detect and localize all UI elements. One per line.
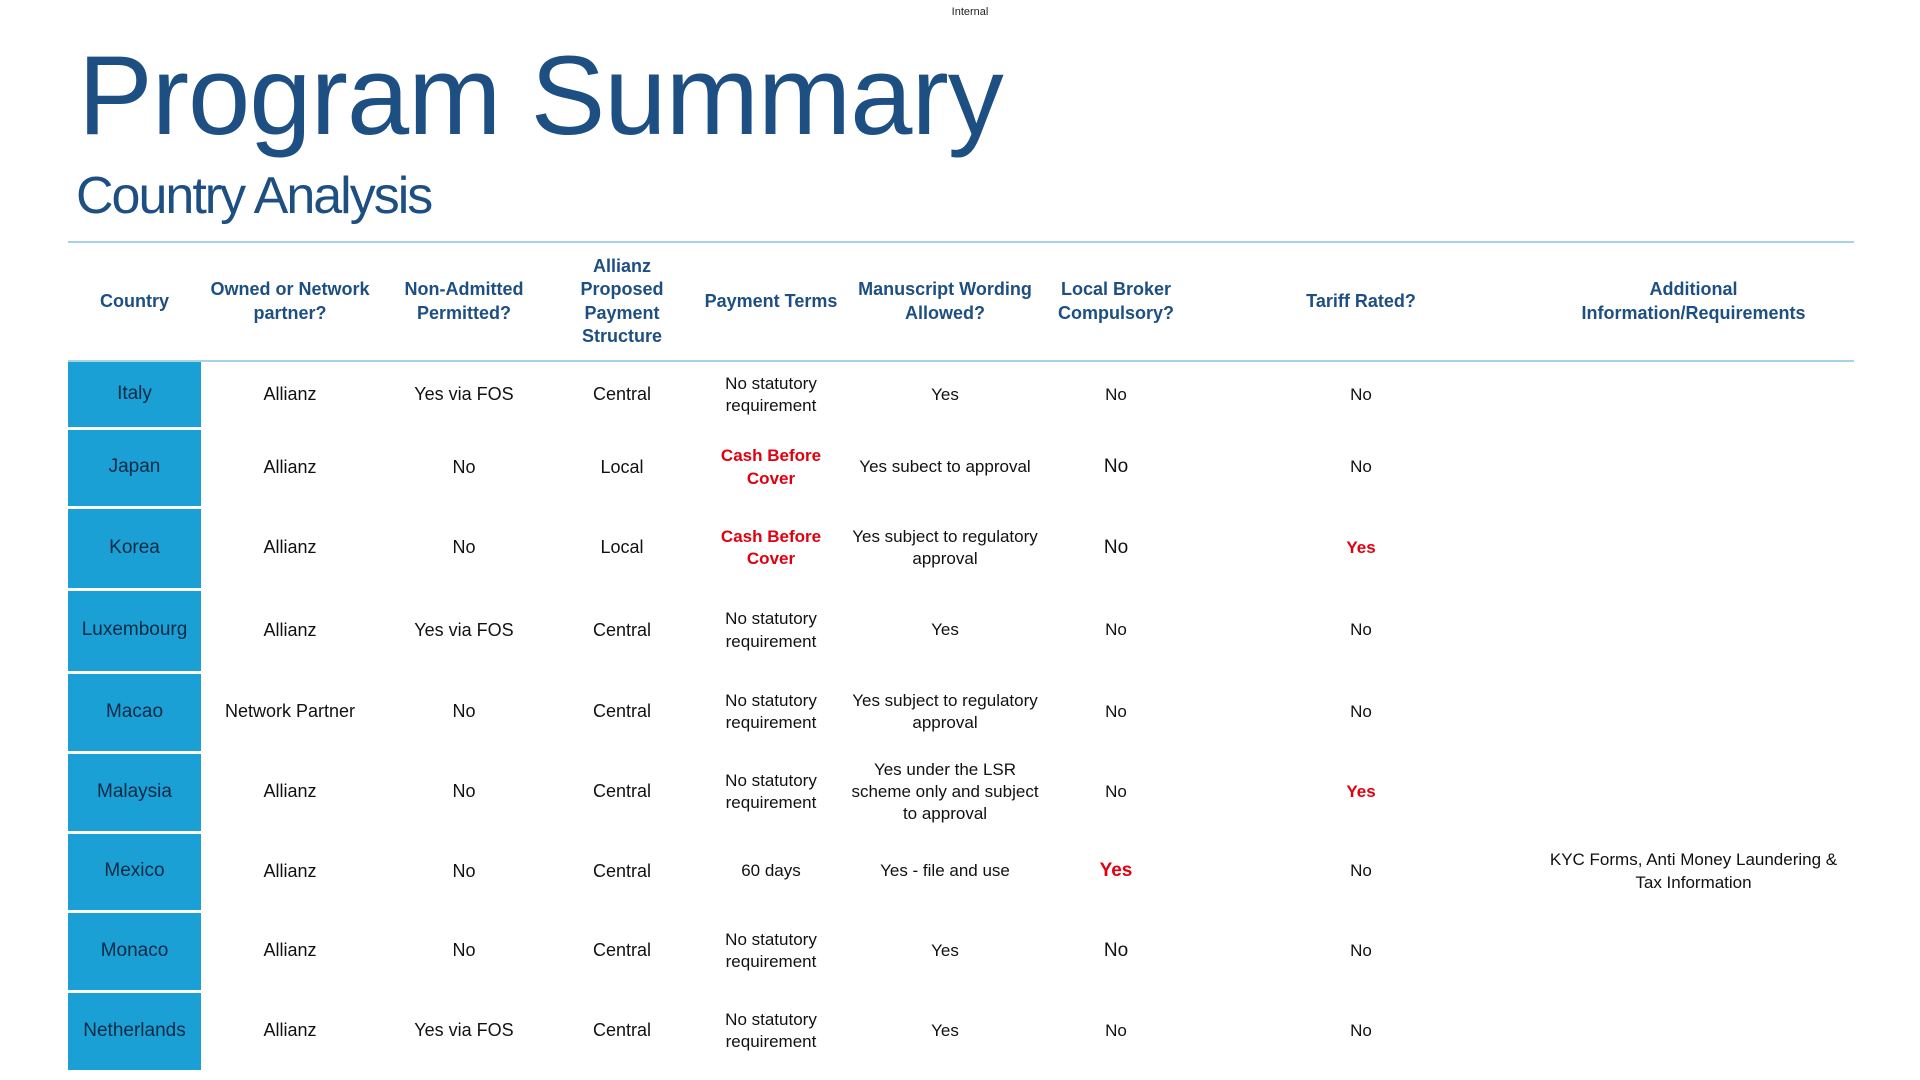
cell-owned: Allianz [263,940,317,961]
cell-country: Luxembourg [68,589,201,672]
cell-country: Japan [68,428,201,507]
cell-structure: Central [592,701,652,722]
cell-local-broker: No [1105,620,1127,640]
cell-owned: Allianz [263,781,317,802]
cell-tariff: Yes [1346,537,1376,557]
cell-additional [1533,752,1854,832]
cell-payment-terms: Cash Before Cover [720,526,822,568]
cell-payment-terms: No statutory requirement [725,929,817,971]
cell-manuscript: Yes - file and use [880,861,1010,881]
cell-structure: Central [592,860,652,881]
cell-additional [1533,672,1854,752]
cell-owned: Allianz [263,384,317,405]
header-payment-terms: Payment Terms [695,243,847,361]
cell-owned: Network Partner [224,701,356,722]
cell-additional [1533,507,1854,589]
table-row [68,672,1854,752]
cell-local-broker: No [1103,456,1129,478]
cell-non-admitted: No [452,781,476,802]
classification-label: Internal [951,6,989,18]
header-local-broker: Local Broker Compulsory? [1043,243,1189,361]
cell-payment-terms: No statutory requirement [725,373,817,415]
cell-tariff: No [1350,940,1372,960]
cell-payment-terms: No statutory requirement [725,690,817,732]
cell-additional [1533,428,1854,507]
cell-additional [1533,361,1854,428]
cell-non-admitted: Yes via FOS [414,1020,514,1041]
cell-tariff: No [1350,457,1372,477]
cell-manuscript: Yes subject to regulatory approval [852,526,1038,568]
cell-tariff: No [1350,1020,1372,1040]
cell-local-broker: No [1105,781,1127,801]
cell-non-admitted: No [452,940,476,961]
table-row [68,911,1854,991]
header-owned: Owned or Network partner? [201,243,379,361]
table-row [68,507,1854,589]
table-row [68,752,1854,832]
header-non-admitted: Non-Admitted Permitted? [379,243,549,361]
cell-tariff: No [1350,620,1372,640]
cell-structure: Local [600,456,644,477]
cell-country: Malaysia [68,752,201,832]
cell-local-broker: Yes [1099,860,1133,882]
cell-local-broker: No [1105,384,1127,404]
page-subtitle: Country Analysis [76,167,432,225]
cell-payment-terms: No statutory requirement [725,770,817,812]
cell-non-admitted: No [452,701,476,722]
cell-structure: Local [600,537,644,558]
cell-non-admitted: Yes via FOS [414,384,514,405]
cell-manuscript: Yes subject to regulatory approval [852,690,1038,732]
cell-additional: KYC Forms, Anti Money Laundering & Tax Information [1549,850,1838,892]
cell-manuscript: Yes under the LSR scheme only and subject to approval [851,759,1039,824]
cell-country: Macao [68,672,201,752]
table-row [68,361,1854,428]
cell-local-broker: No [1103,536,1129,558]
cell-additional [1533,589,1854,672]
cell-non-admitted: No [452,456,476,477]
cell-payment-terms: Cash Before Cover [720,446,822,488]
page-title: Program Summary [78,33,1003,158]
table-row [68,589,1854,672]
cell-country: Korea [68,507,201,589]
cell-local-broker: No [1103,939,1129,961]
cell-manuscript: Yes [931,940,959,960]
cell-structure: Central [592,384,652,405]
cell-local-broker: No [1105,701,1127,721]
table-row [68,428,1854,507]
cell-additional [1533,991,1854,1071]
cell-payment-terms: No statutory requirement [725,1009,817,1051]
cell-tariff: No [1350,861,1372,881]
header-structure: Allianz Proposed Payment Structure [549,243,695,361]
cell-manuscript: Yes [931,1020,959,1040]
cell-non-admitted: Yes via FOS [414,619,514,640]
table-header-row [68,243,1854,361]
table-row [68,832,1854,911]
cell-structure: Central [592,940,652,961]
cell-owned: Allianz [263,537,317,558]
cell-owned: Allianz [263,1020,317,1041]
cell-payment-terms: No statutory requirement [725,609,817,651]
cell-manuscript: Yes [931,384,959,404]
cell-owned: Allianz [263,619,317,640]
cell-manuscript: Yes [931,620,959,640]
country-analysis-table [68,243,1854,1073]
header-manuscript: Manuscript Wording Allowed? [847,243,1043,361]
cell-country: Mexico [68,832,201,911]
cell-structure: Central [592,1020,652,1041]
cell-owned: Allianz [263,860,317,881]
cell-payment-terms: 60 days [741,861,801,881]
cell-additional [1533,911,1854,991]
cell-country: Italy [68,361,201,428]
header-additional: Additional Information/Requirements [1533,243,1854,361]
table-row [68,991,1854,1071]
header-country: Country [68,243,201,361]
cell-country: Monaco [68,911,201,991]
cell-tariff: Yes [1346,781,1376,801]
cell-owned: Allianz [263,456,317,477]
cell-manuscript: Yes subect to approval [859,457,1031,477]
cell-non-admitted: No [452,860,476,881]
cell-non-admitted: No [452,537,476,558]
cell-tariff: No [1350,701,1372,721]
cell-country: Netherlands [68,991,201,1071]
cell-structure: Central [592,619,652,640]
cell-local-broker: No [1105,1020,1127,1040]
cell-tariff: No [1350,384,1372,404]
header-tariff: Tariff Rated? [1189,243,1533,361]
cell-structure: Central [592,781,652,802]
